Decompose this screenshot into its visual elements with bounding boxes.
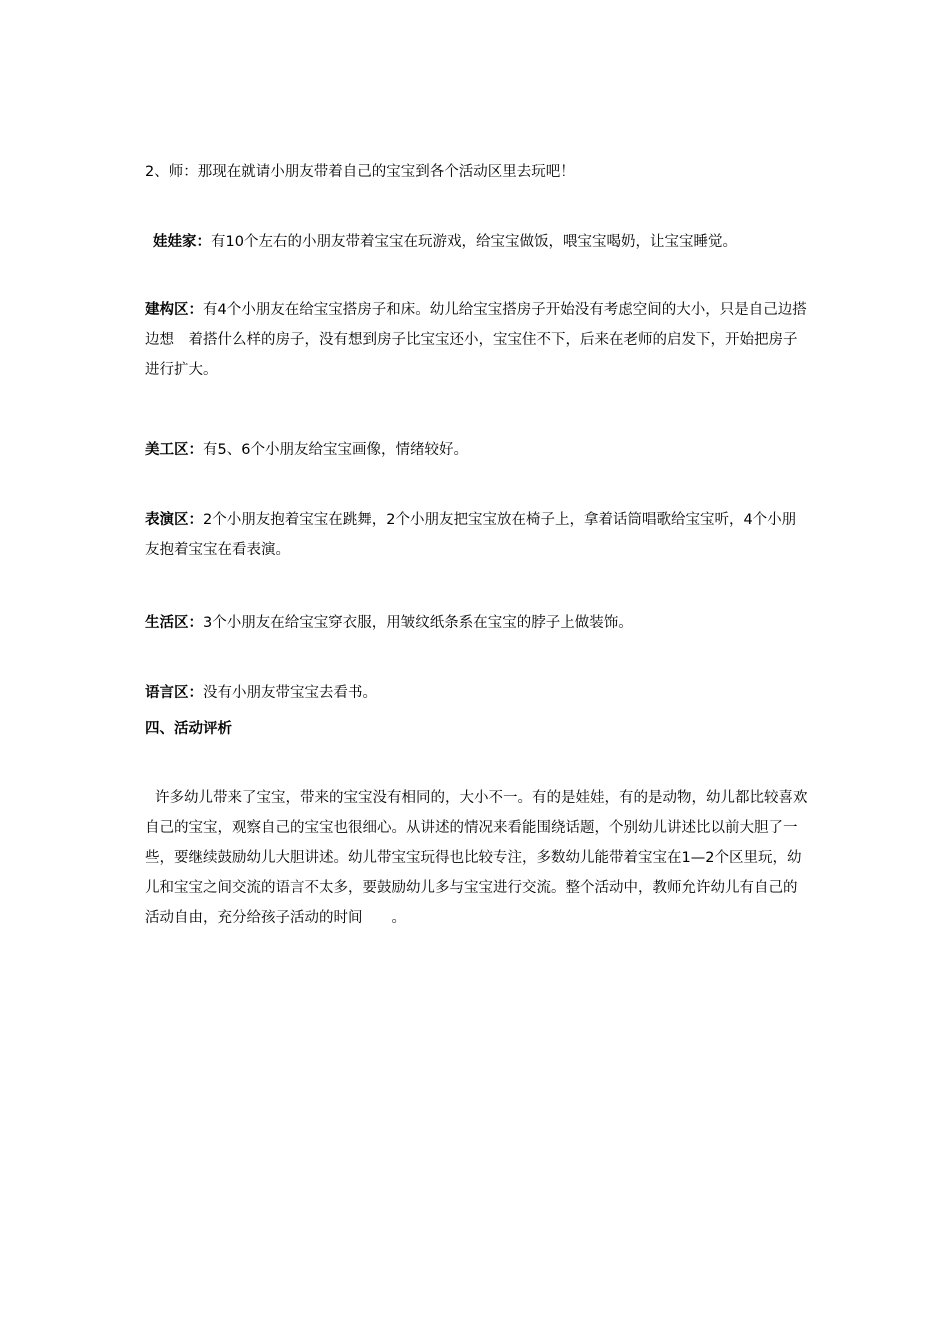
- area-text: 3个小朋友在给宝宝穿衣服，用皱纹纸条系在宝宝的脖子上做装饰。: [203, 615, 633, 631]
- area-text: 有10个左右的小朋友带着宝宝在玩游戏，给宝宝做饭，喂宝宝喝奶，让宝宝睡觉。: [211, 234, 737, 250]
- area-label: 语言区：: [145, 685, 203, 701]
- area-paragraph-construction: [145, 295, 810, 385]
- area-text: 有5、6个小朋友给宝宝画像，情绪较好。: [203, 442, 468, 458]
- area-label: 美工区：: [145, 442, 203, 458]
- area-text: 2个小朋友抱着宝宝在跳舞，2个小朋友把宝宝放在椅子上，拿着话筒唱歌给宝宝听，4个小朋友抱着宝宝在看表演。: [145, 512, 797, 558]
- intro-paragraph: 2、师：那现在就请小朋友带着自己的宝宝到各个活动区里去玩吧！: [145, 164, 575, 180]
- area-paragraph-doll-house: [145, 227, 818, 257]
- area-text: 没有小朋友带宝宝去看书。: [203, 685, 377, 701]
- area-label: 建构区：: [145, 302, 203, 318]
- area-paragraph-language: [145, 678, 810, 708]
- area-paragraph-performance: [145, 505, 810, 565]
- area-label: 表演区：: [145, 512, 203, 528]
- area-paragraph-art: [145, 435, 810, 465]
- area-label: 生活区：: [145, 615, 203, 631]
- area-label: 娃娃家：: [153, 234, 211, 250]
- section-heading: 四、活动评析: [145, 721, 232, 737]
- area-paragraph-life: [145, 608, 810, 638]
- area-text: 有4个小朋友在给宝宝搭房子和床。幼儿给宝宝搭房子开始没有考虑空间的大小，只是自己边搭边想 着搭什么样的房子，没有想到房子比宝宝还小，宝宝住不下，后来在老师的启发下，开始把房子进行扩大。: [145, 302, 807, 378]
- evaluation-paragraph: 许多幼儿带来了宝宝，带来的宝宝没有相同的，大小不一。有的是娃娃，有的是动物，幼儿都比较喜欢自己的宝宝，观察自己的宝宝也很细心。从讲述的情况来看能围绕话题，个别幼儿讲述比以前大胆了一些，要继续鼓励幼儿大胆讲述。幼儿带宝宝玩得也比较专注，多数幼儿能带着宝宝在1—2个区里玩，幼儿和宝宝之间交流的语言不太多，要鼓励幼儿多与宝宝进行交流。整个活动中，教师允许幼儿有自己的活动自由，充分给孩子活动的时间 。: [145, 790, 808, 926]
- document-page: [145, 0, 810, 1344]
